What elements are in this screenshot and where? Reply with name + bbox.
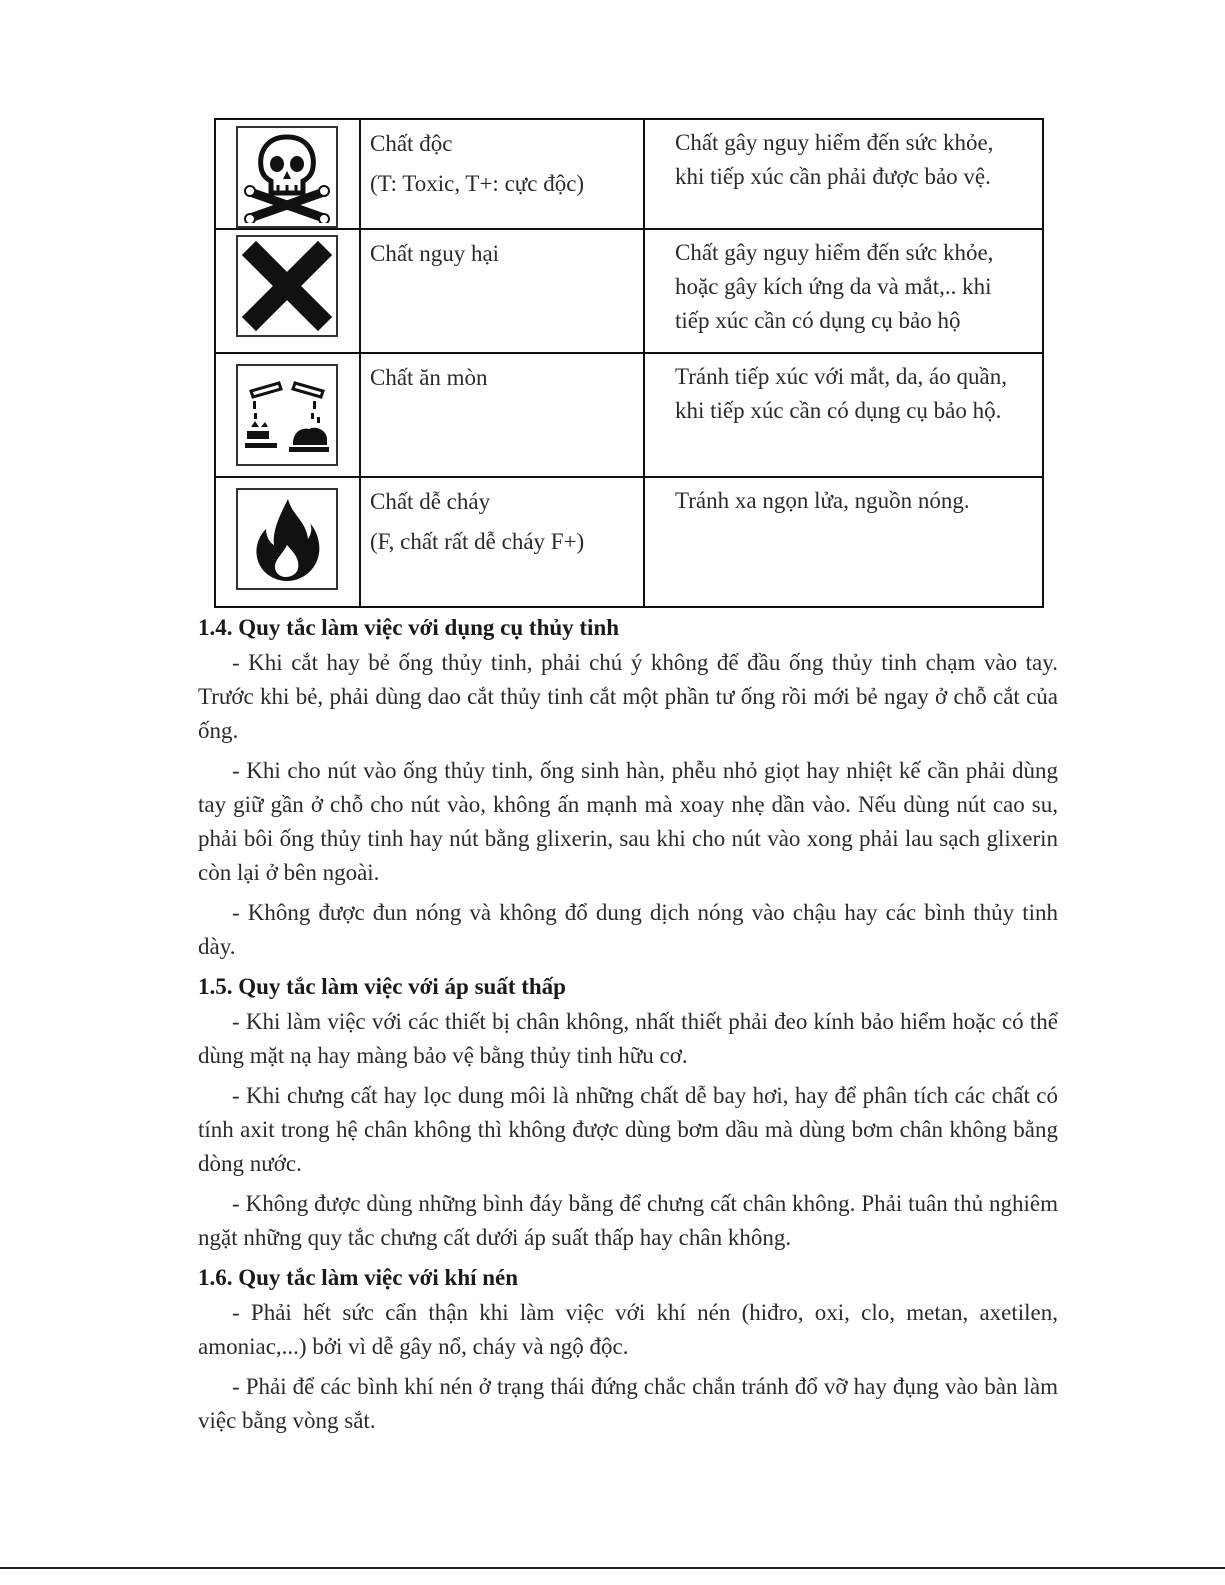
paragraph: - Khi chưng cất hay lọc dung môi là những chất dễ bay hơi, hay để phân tích các chất có tính axit trong hệ chân không thì không được dùng bơm dầu mà dùng bơm chân không bằng dòng nước. xyxy=(198,1083,1058,1176)
hazard-desc-cell xyxy=(644,353,1043,477)
table-row xyxy=(215,353,1043,477)
hazard-name-cell xyxy=(360,353,644,477)
hazard-symbols-table xyxy=(214,118,1044,608)
icon-cell xyxy=(215,119,360,229)
hazard-name-line: Chất nguy hại xyxy=(370,241,500,266)
section-heading: 1.4. Quy tắc làm việc với dụng cụ thủy tinh xyxy=(198,615,620,640)
corrosive-icon xyxy=(236,364,338,466)
icon-cell xyxy=(215,229,360,353)
flame-icon xyxy=(236,488,338,590)
document-body xyxy=(198,610,1058,1443)
section-heading: 1.6. Quy tắc làm việc với khí nén xyxy=(198,1265,519,1290)
section-heading: 1.5. Quy tắc làm việc với áp suất thấp xyxy=(198,974,566,999)
paragraph: - Không được dùng những bình đáy bằng để chưng cất chân không. Phải tuân thủ nghiêm ngặt những quy tắc chưng cất dưới áp suất thấp hay chân không. xyxy=(198,1191,1058,1250)
hazard-desc-cell xyxy=(644,119,1043,229)
hazard-desc-line: hoặc gây kích ứng da và mắt,.. khi xyxy=(675,274,992,299)
hazard-desc-line: khi tiếp xúc cần có dụng cụ bảo hộ. xyxy=(675,398,1002,423)
hazard-desc-line: Tránh tiếp xúc với mắt, da, áo quần, xyxy=(675,364,1007,389)
table-row xyxy=(215,119,1043,229)
skull-crossbones-icon xyxy=(236,126,338,228)
page-bottom-rule xyxy=(0,1567,1225,1569)
hazard-desc-line: tiếp xúc cần có dụng cụ bảo hộ xyxy=(675,308,961,333)
hazard-desc-line: Tránh xa ngọn lửa, nguồn nóng. xyxy=(675,488,970,513)
paragraph: - Khi cắt hay bẻ ống thủy tinh, phải chú ý không để đầu ống thủy tinh chạm vào tay. Trước khi bẻ, phải dùng dao cắt thủy tinh cắt một phần tư ống rồi mới bẻ ngay ở chỗ cắt của ống. xyxy=(198,650,1058,743)
x-cross-icon xyxy=(236,235,338,337)
hazard-name-line: Chất ăn mòn xyxy=(370,365,488,390)
hazard-name-cell xyxy=(360,229,644,353)
paragraph: - Phải hết sức cẩn thận khi làm việc với khí nén (hiđro, oxi, clo, metan, axetilen, amoniac,...) bởi vì dễ gây nổ, cháy và ngộ độc. xyxy=(198,1300,1058,1359)
paragraph: - Khi cho nút vào ống thủy tinh, ống sinh hàn, phễu nhỏ giọt hay nhiệt kế cần phải dùng tay giữ gần ở chỗ cho nút vào, không ấn mạnh mà xoay nhẹ dần vào. Nếu dùng nút cao su, phải bôi ống thủy tinh hay nút bằng glixerin, sau khi cho nút vào xong phải lau sạch glixerin còn lại ở bên ngoài. xyxy=(198,758,1058,885)
hazard-name-line: (T: Toxic, T+: cực độc) xyxy=(370,171,585,196)
paragraph: - Phải để các bình khí nén ở trạng thái đứng chắc chắn tránh đổ vỡ hay đụng vào bàn làm việc bằng vòng sắt. xyxy=(198,1374,1058,1433)
hazard-desc-line: Chất gây nguy hiểm đến sức khỏe, xyxy=(675,240,994,265)
table-row xyxy=(215,229,1043,353)
icon-cell xyxy=(215,353,360,477)
hazard-name-line: Chất độc xyxy=(370,131,453,156)
hazard-desc-line: Chất gây nguy hiểm đến sức khỏe, xyxy=(675,130,994,155)
paragraph: - Không được đun nóng và không đổ dung dịch nóng vào chậu hay các bình thủy tinh dày. xyxy=(198,900,1058,959)
hazard-name-line: Chất dễ cháy xyxy=(370,489,491,514)
hazard-desc-line: khi tiếp xúc cần phải được bảo vệ. xyxy=(675,164,991,189)
icon-cell xyxy=(215,477,360,607)
hazard-name-line: (F, chất rất dễ cháy F+) xyxy=(370,529,585,554)
hazard-desc-cell xyxy=(644,229,1043,353)
hazard-desc-cell xyxy=(644,477,1043,607)
hazard-name-cell xyxy=(360,477,644,607)
hazard-name-cell xyxy=(360,119,644,229)
paragraph: - Khi làm việc với các thiết bị chân không, nhất thiết phải đeo kính bảo hiểm hoặc có thể dùng mặt nạ hay màng bảo vệ bằng thủy tinh hữu cơ. xyxy=(198,1009,1058,1068)
table-row xyxy=(215,477,1043,607)
